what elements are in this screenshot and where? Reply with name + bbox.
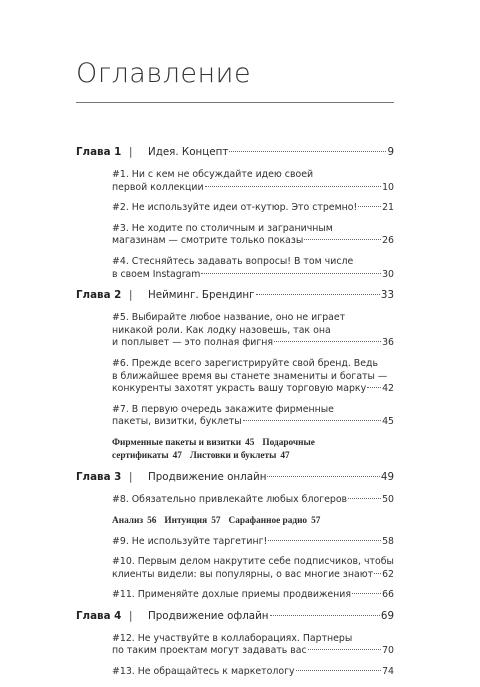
dot-leader [270, 615, 380, 616]
chapter-heading[interactable] [76, 289, 394, 303]
toc-entry[interactable] [112, 223, 394, 248]
page-number: 9 [387, 146, 394, 158]
toc-entry-row [112, 536, 394, 549]
toc-entry-row [112, 337, 394, 350]
toc-entry-line: #7. В первую очередь закажите фирменные [112, 403, 334, 415]
toc-entry[interactable] [112, 358, 394, 396]
toc-entry[interactable] [112, 556, 394, 581]
page-number: 57 [211, 515, 221, 526]
chapter-separator: | [129, 146, 133, 158]
subsection-list [112, 437, 394, 463]
dot-leader [358, 206, 381, 207]
toc-entry-row [112, 202, 394, 215]
toc-entry-row [112, 235, 394, 248]
toc-entry[interactable] [112, 202, 394, 215]
page-number: 10 [382, 181, 394, 193]
page-number: 42 [382, 383, 394, 395]
toc-entry-line: #11. Применяйте дохлые приемы продвижения [112, 589, 352, 601]
subsection-line [112, 450, 394, 463]
dot-leader [256, 294, 380, 295]
title-divider [76, 102, 394, 103]
toc-entry[interactable] [112, 404, 394, 429]
chapter-title: Идея. Концепт [148, 146, 229, 158]
chapter-title: Продвижение онлайн [148, 470, 267, 483]
toc-entry-row [112, 494, 394, 507]
page-number: 74 [382, 666, 394, 678]
toc-entry-line: по таким проектам могут задавать вас [112, 645, 307, 657]
dot-leader [348, 498, 381, 499]
page-number: 66 [382, 589, 394, 601]
page-number: 50 [382, 493, 394, 505]
subsection-title: Анализ [112, 515, 144, 526]
toc-entry-row [112, 645, 394, 658]
page-number: 57 [311, 515, 321, 526]
toc-entry[interactable] [112, 169, 394, 194]
chapter-separator: | [129, 470, 133, 483]
dot-leader [267, 476, 379, 477]
subsection-item[interactable] [164, 515, 220, 528]
subsection-line [112, 437, 394, 450]
toc-entry[interactable] [112, 312, 394, 350]
toc-entry-line: #9. Не используйте таргетинг! [112, 535, 268, 547]
chapter-heading[interactable] [76, 471, 394, 485]
subsection-item[interactable] [112, 515, 156, 528]
toc-entry-line: #5. Выбирайте любое название, оно не играет [112, 312, 346, 324]
page-number: 47 [280, 450, 290, 461]
subsection-line [112, 515, 394, 528]
dot-leader [274, 341, 381, 342]
toc-entry-line: #6. Прежде всего зарегистрируйте свой бренд. Ведь [112, 357, 379, 369]
toc-entry-line: #10. Первым делом накрутите себе подписчиков, чтобы [112, 556, 394, 568]
toc-entry-line: никакой роли. Как лодку назовешь, так она [112, 324, 331, 336]
chapter-title-row [148, 610, 394, 622]
subsection-title: сертификаты [112, 450, 169, 461]
dot-leader [229, 151, 386, 152]
subsection-item[interactable] [112, 437, 254, 450]
page-number: 62 [382, 568, 394, 580]
toc-entry-line: #3. Не ходите по столичным и заграничным [112, 222, 333, 234]
chapter-label: Глава 1 [76, 146, 122, 158]
dot-leader [205, 186, 382, 187]
toc-entry[interactable] [112, 589, 394, 602]
page-number: 21 [382, 202, 394, 214]
dot-leader [367, 387, 381, 388]
dot-leader [374, 573, 381, 574]
subsection-item[interactable] [190, 450, 290, 463]
subsection-item[interactable] [262, 437, 315, 450]
toc-entry-line: клиенты видели: вы популярны, о вас многие знают [112, 568, 374, 580]
page-number: 36 [382, 337, 394, 349]
chapter-separator: | [129, 289, 133, 302]
toc-entry-row [112, 269, 394, 282]
page-number: 69 [380, 609, 394, 622]
page-number: 70 [382, 645, 394, 657]
chapter-heading[interactable] [76, 610, 394, 624]
subsection-title: Подарочные [262, 437, 315, 448]
page-number: 26 [382, 235, 394, 247]
toc-entry-line: конкуренты захотят украсть вашу торговую марку [112, 383, 367, 395]
toc-entry-row [112, 666, 394, 679]
table-of-contents [76, 146, 394, 687]
page-number: 47 [172, 450, 182, 461]
toc-entry[interactable] [112, 633, 394, 658]
toc-entry-line: магазинам — смотрите только показы [112, 235, 304, 247]
toc-entry[interactable] [112, 666, 394, 679]
toc-entry-row [112, 416, 394, 429]
subsection-item[interactable] [228, 515, 320, 528]
chapter-title-row [148, 471, 394, 483]
chapter-separator: | [129, 609, 133, 622]
toc-entry[interactable] [112, 494, 394, 507]
dot-leader [201, 273, 381, 274]
chapter-label: Глава 2 [76, 289, 122, 302]
toc-entry-line: #4. Стесняйтесь задавать вопросы! В том числе [112, 255, 354, 267]
page-number: 30 [382, 268, 394, 280]
page-number: 49 [380, 470, 394, 483]
toc-entry[interactable] [112, 256, 394, 281]
toc-entry[interactable] [112, 536, 394, 549]
toc-entry-line: #13. Не обращайтесь к маркетологу [112, 666, 295, 678]
toc-entry-row [112, 383, 394, 396]
toc-entry-line: и поплывет — это полная фигня [112, 337, 274, 349]
chapter-title-row [148, 146, 394, 158]
toc-entry-line: первой коллекции [112, 181, 204, 193]
subsection-title: Интуиция [164, 515, 208, 526]
toc-entry-line: #1. Ни с кем не обсуждайте идею своей [112, 169, 314, 180]
toc-entry-line: в своем Instagram [112, 268, 201, 280]
subsection-item[interactable] [112, 450, 182, 463]
subsection-list [112, 515, 394, 528]
toc-entry-row [112, 569, 394, 582]
chapter-label: Глава 3 [76, 470, 122, 483]
dot-leader [243, 420, 381, 421]
toc-entry-line: #2. Не используйте идеи от-кутюр. Это стремно! [112, 202, 358, 214]
toc-entry-line: в ближайшее время вы станете знамениты и богаты — [112, 370, 388, 382]
page-number: 33 [380, 289, 394, 302]
chapter-label: Глава 4 [76, 609, 122, 622]
chapter-title: Нейминг. Брендинг [148, 289, 255, 302]
dot-leader [352, 593, 381, 594]
subsection-title: Фирменные пакеты и визитки [112, 437, 242, 448]
chapter-title-row [148, 289, 394, 301]
toc-entry-line: #12. Не участвуйте в коллаборациях. Партнеры [112, 632, 353, 644]
toc-entry-row [112, 589, 394, 602]
page-number: 56 [147, 515, 157, 526]
toc-entry-line: пакеты, визитки, буклеты [112, 416, 242, 428]
page-number: 45 [382, 416, 394, 428]
dot-leader [304, 239, 381, 240]
toc-entry-line: #8. Обязательно привлекайте любых блогеров [112, 493, 348, 505]
subsection-title: Сарафанное радио [228, 515, 308, 526]
chapter-title: Продвижение офлайн [148, 609, 269, 622]
dot-leader [296, 670, 382, 671]
page-number: 58 [382, 535, 394, 547]
page-title: Оглавление [76, 58, 252, 89]
subsection-title: Листовки и буклеты [189, 450, 277, 461]
dot-leader [268, 540, 381, 541]
toc-entry-row [112, 182, 394, 195]
page-number: 45 [245, 437, 255, 448]
chapter-heading[interactable] [76, 146, 394, 160]
